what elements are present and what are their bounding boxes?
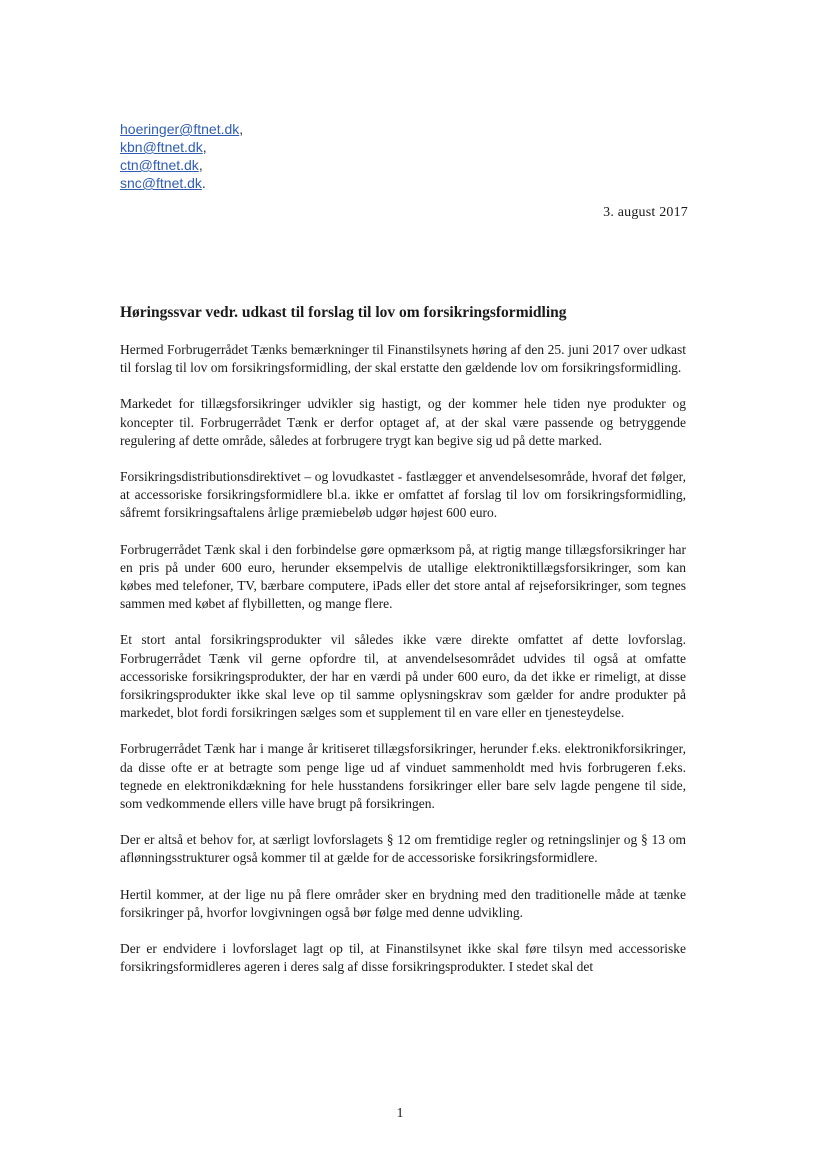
recipient-line — [120, 120, 243, 138]
recipient-email-link[interactable]: ctn@ftnet.dk — [120, 157, 199, 173]
body-paragraph: Hermed Forbrugerrådet Tænks bemærkninger til Finanstilsynets høring af den 25. juni 2017 over udkast til forslag til lov om forsikringsformidling, der skal erstatte den gældende lov om forsikringsformidling. — [120, 342, 686, 376]
recipient-list — [120, 120, 243, 192]
body-paragraph: Der er endvidere i lovforslaget lagt op til, at Finanstilsynet ikke skal føre tilsyn med accessoriske forsikringsformidleres ageren i deres salg af disse forsikringsprodukter. I stedet skal det — [120, 941, 686, 975]
recipient-email-link[interactable]: kbn@ftnet.dk — [120, 139, 203, 155]
recipient-email-link[interactable]: snc@ftnet.dk — [120, 175, 202, 191]
recipient-separator: , — [198, 157, 203, 173]
page-number: 1 — [396, 1106, 404, 1121]
recipient-line — [120, 156, 243, 174]
body-paragraph: Forbrugerrådet Tænk har i mange år kritiseret tillægsforsikringer, herunder f.eks. elektronikforsikringer, da disse ofte er at betragte som penge lige ud af vinduet sammenholdt med hvis forbrugeren f.eks. tegnede en elektronikdækning for hele husstandens forsikringer eller bare selv lagde pengene til side, som vedkommende ellers ville have brugt på forsikringen. — [120, 741, 686, 812]
body-paragraph: Der er altså et behov for, at særligt lovforslagets § 12 om fremtidige regler og retningslinjer og § 13 om aflønningsstrukturer også kommer til at gælde for de accessoriske forsikringsformidlere. — [120, 832, 686, 866]
body-paragraph: Forsikringsdistributionsdirektivet – og lovudkastet - fastlægger et anvendelsesområde, hvoraf det følger, at accessoriske forsikringsformidlere bl.a. ikke er omfattet af forslag til lov om forsikringsformidling, såfremt forsikringsaftalens årlige præmiebeløb udgør højest 600 euro. — [120, 469, 686, 521]
recipient-separator: , — [202, 139, 207, 155]
recipient-line — [120, 138, 243, 156]
letter-body — [120, 303, 686, 994]
body-paragraph: Et stort antal forsikringsprodukter vil således ikke være direkte omfattet af dette lovforslag. Forbrugerrådet Tænk vil gerne opfordre til, at anvendelsesområdet udvides til også at omfatte accessoriske forsikringsprodukter, der har en værdi på under 600 euro, da det ikke er rimeligt, at disse forsikringsprodukter ikke skal leve op til samme oplysningskrav som gælder for andre produkter på markedet, blot fordi forsikringen sælges som et supplement til en vare eller en tjenesteydelse. — [120, 632, 686, 721]
letter-date: 3. august 2017 — [603, 205, 688, 220]
recipient-separator: . — [201, 175, 206, 191]
letter-title: Høringssvar vedr. udkast til forslag til lov om forsikringsformidling — [120, 304, 567, 321]
recipient-email-link[interactable]: hoeringer@ftnet.dk — [120, 121, 240, 137]
body-paragraph: Forbrugerrådet Tænk skal i den forbindelse gøre opmærksom på, at rigtig mange tillægsforsikringer har en pris på under 600 euro, herunder eksempelvis de utallige elektroniktillægsforsikringer, som kan købes med telefoner, TV, bærbare computere, iPads eller det store antal af rejseforsikringer, som tegnes sammen med købet af flybilletten, og mange flere. — [120, 541, 686, 612]
body-paragraph: Markedet for tillægsforsikringer udvikler sig hastigt, og der kommer hele tiden nye produkter og koncepter til. Forbrugerrådet Tænk er derfor optaget af, at der skal være passende og betryggende regulering af dette område, således at forbrugere trygt kan begive sig ud på dette marked. — [120, 396, 686, 448]
recipient-separator: , — [239, 121, 244, 137]
body-paragraph: Hertil kommer, at der lige nu på flere områder sker en brydning med den traditionelle måde at tænke forsikringer på, hvorfor lovgivningen også bør følge med denne udvikling. — [120, 886, 686, 920]
recipient-line — [120, 174, 243, 192]
